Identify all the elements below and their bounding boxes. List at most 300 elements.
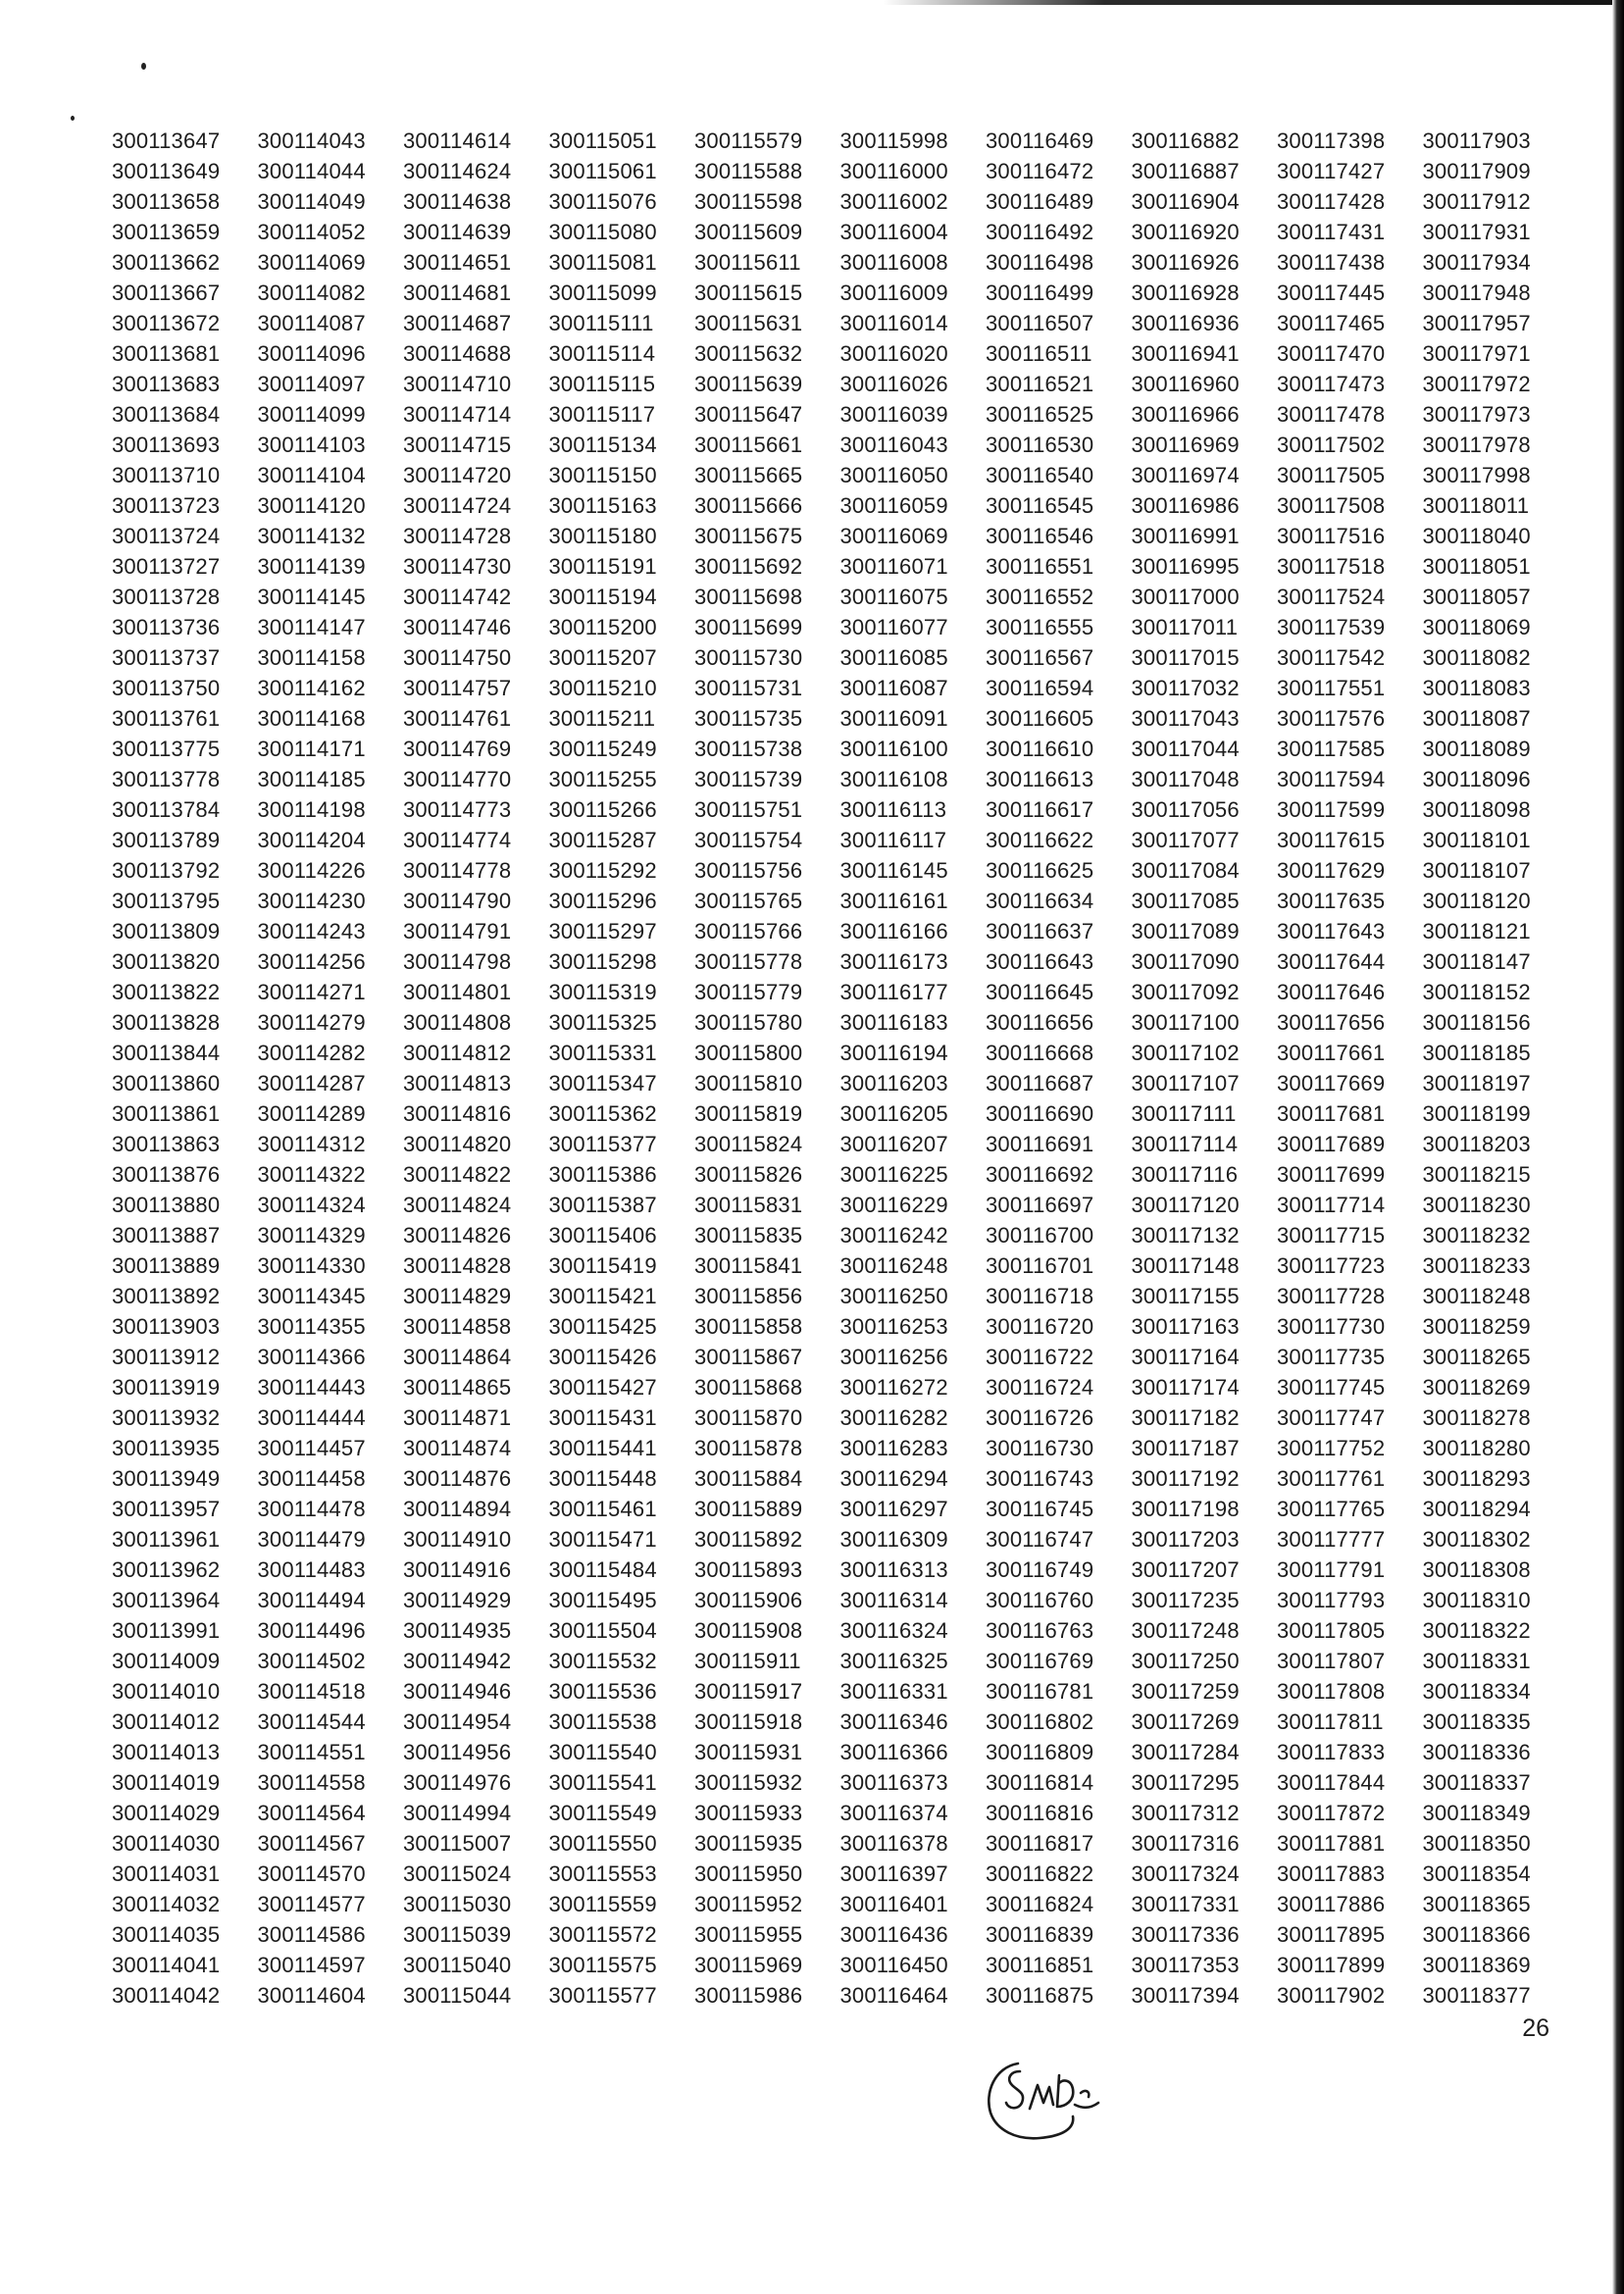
id-number-cell: 300118040 [1422,524,1531,548]
id-number-cell: 300114687 [403,311,512,335]
id-number-cell: 300116625 [986,858,1094,883]
id-number-cell: 300115615 [694,280,803,305]
id-number-cell: 300117881 [1277,1831,1386,1856]
id-number-cell: 300117336 [1131,1922,1240,1947]
id-number-cell: 300116039 [839,402,948,427]
id-number-cell: 300117077 [1131,828,1240,852]
id-number-cell: 300114104 [257,463,366,487]
id-number-cell: 300116634 [986,889,1094,913]
id-number-cell: 300114778 [403,858,512,883]
id-number-cell: 300116087 [839,676,948,700]
id-number-cell: 300118269 [1422,1375,1531,1400]
id-number-cell: 300116313 [839,1557,948,1582]
id-number-cell: 300116498 [986,250,1094,275]
id-number-cell: 300114031 [112,1861,221,1886]
id-number-cell: 300116173 [839,949,948,974]
id-number-cell: 300116472 [986,159,1094,183]
id-number-cell: 300114012 [112,1709,221,1734]
id-number-cell: 300115661 [694,433,803,457]
id-number-cell: 300115588 [694,159,803,183]
id-number-cell: 300116100 [839,737,948,761]
id-number-cell: 300113649 [112,159,221,183]
id-number-cell: 300113761 [112,706,221,731]
id-number-cell: 300115099 [548,280,657,305]
id-number-cell: 300114518 [257,1679,366,1704]
id-number-cell: 300117844 [1277,1770,1386,1795]
id-number-cell: 300115484 [548,1557,657,1582]
id-number-cell: 300116397 [839,1861,948,1886]
id-number-cell: 300116617 [986,797,1094,822]
id-number-cell: 300116203 [839,1071,948,1096]
id-number-cell: 300117048 [1131,767,1240,791]
id-number-cell: 300117903 [1422,128,1531,153]
id-number-cell: 300117689 [1277,1132,1386,1156]
id-number-cell: 300115756 [694,858,803,883]
id-number-cell: 300116552 [986,585,1094,609]
id-number-cell: 300116995 [1131,554,1240,579]
id-number-cell: 300116091 [839,706,948,731]
id-number-cell: 300116014 [839,311,948,335]
id-number-cell: 300113919 [112,1375,221,1400]
id-number-cell: 300117164 [1131,1345,1240,1369]
id-number-cell: 300115952 [694,1892,803,1916]
id-number-cell: 300114715 [403,433,512,457]
id-number-cell: 300118248 [1422,1284,1531,1308]
id-number-cell: 300114444 [257,1405,366,1430]
id-number-cell: 300116724 [986,1375,1094,1400]
id-number-cell: 300114829 [403,1284,512,1308]
id-number-cell: 300114041 [112,1953,221,1977]
id-number-cell: 300114032 [112,1892,221,1916]
id-number-cell: 300116401 [839,1892,948,1916]
scan-edge-right [1612,0,1624,2294]
id-number-cell: 300117576 [1277,706,1386,731]
id-number-cell: 300115908 [694,1618,803,1643]
id-number-cell: 300116720 [986,1314,1094,1339]
id-number-cell: 300114769 [403,737,512,761]
id-number-cell: 300115639 [694,372,803,396]
id-number-cell: 300117114 [1131,1132,1239,1156]
id-number-cell: 300115550 [548,1831,657,1856]
id-number-cell: 300118147 [1422,949,1531,974]
id-number-cell: 300118120 [1422,889,1531,913]
id-number-cell: 300117084 [1131,858,1240,883]
id-number-cell: 300116920 [1131,220,1240,244]
id-number-cell: 300113693 [112,433,221,457]
id-number-cell: 300115738 [694,737,803,761]
id-number-cell: 300118203 [1422,1132,1531,1156]
id-number-cell: 300113681 [112,341,221,366]
id-number-cell: 300117777 [1277,1527,1386,1552]
id-number-cell: 300116521 [986,372,1094,396]
id-number-cell: 300117833 [1277,1740,1386,1764]
id-number-cell: 300117090 [1131,949,1240,974]
id-number-cell: 300116875 [986,1983,1094,2008]
id-number-cell: 300115731 [694,676,803,700]
id-number-cell: 300114954 [403,1709,512,1734]
id-number-cell: 300115061 [548,159,657,183]
id-number-cell: 300115698 [694,585,803,609]
id-number-cell: 300117656 [1277,1010,1386,1035]
id-number-cell: 300115207 [548,645,657,670]
id-number-cell: 300115114 [548,341,656,366]
id-number-cell: 300117353 [1131,1953,1240,1977]
id-number-cell: 300118185 [1422,1041,1531,1065]
id-number-cell: 300114813 [403,1071,512,1096]
id-number-cell: 300117791 [1277,1557,1386,1582]
id-number-cell: 300117324 [1131,1861,1240,1886]
id-number-cell: 300116567 [986,645,1094,670]
id-number-cell: 300115540 [548,1740,657,1764]
id-number-cell: 300114009 [112,1649,221,1673]
id-number-cell: 300117250 [1131,1649,1240,1673]
id-number-cell: 300116250 [839,1284,948,1308]
id-number-cell: 300116283 [839,1436,948,1460]
id-number-cell: 300115609 [694,220,803,244]
id-number-cell: 300113784 [112,797,221,822]
id-number-cell: 300117972 [1422,372,1531,396]
id-number-cell: 300115347 [548,1071,657,1096]
id-number-cell: 300117111 [1131,1101,1237,1126]
id-number-cell: 300115426 [548,1345,657,1369]
id-number-cell: 300118011 [1422,493,1530,518]
id-number-cell: 300116309 [839,1527,948,1552]
id-number-cell: 300117248 [1131,1618,1240,1643]
id-number-cell: 300113672 [112,311,221,335]
page-number: 26 [1522,2014,1549,2042]
id-number-cell: 300115735 [694,706,803,731]
id-number-cell: 300117912 [1422,189,1531,214]
id-number-cell: 300115933 [694,1801,803,1825]
id-number-cell: 300118334 [1422,1679,1531,1704]
id-number-cell: 300113880 [112,1193,221,1217]
id-number-cell: 300117761 [1277,1466,1386,1491]
id-number-cell: 300114457 [257,1436,366,1460]
id-number-cell: 300116610 [986,737,1094,761]
id-number-cell: 300114010 [112,1679,221,1704]
id-number-cell: 300113828 [112,1010,221,1035]
id-number-cell: 300116499 [986,280,1094,305]
id-number-cell: 300118197 [1422,1071,1531,1096]
id-number-cell: 300114496 [257,1618,366,1643]
id-number-cell: 300116701 [986,1253,1094,1278]
id-number-cell: 300116043 [839,433,948,457]
id-number-cell: 300114049 [257,189,366,214]
id-number-cell: 300116802 [986,1709,1094,1734]
id-number-cell: 300117438 [1277,250,1386,275]
id-number-cell: 300113736 [112,615,221,639]
id-number-cell: 300117635 [1277,889,1386,913]
id-number-cell: 300114282 [257,1041,366,1065]
id-number-cell: 300118365 [1422,1892,1531,1916]
id-number-cell: 300117085 [1131,889,1240,913]
id-number-cell: 300115461 [548,1497,657,1521]
id-number-cell: 300118259 [1422,1314,1531,1339]
id-number-cell: 300113957 [112,1497,221,1521]
id-number-cell: 300115406 [548,1223,657,1248]
id-number-cell: 300118096 [1422,767,1531,791]
id-number-cell: 300114714 [403,402,512,427]
id-number-cell: 300113889 [112,1253,221,1278]
id-number-cell: 300116166 [839,919,948,943]
id-number-cell: 300116113 [839,797,947,822]
id-number-cell: 300113662 [112,250,221,275]
id-number-cell: 300115766 [694,919,803,943]
id-number-cell: 300117015 [1131,645,1240,670]
id-number-cell: 300116928 [1131,280,1240,305]
id-number-cell: 300116687 [986,1071,1094,1096]
id-number-cell: 300118232 [1422,1223,1531,1248]
id-number-cell: 300116966 [1131,402,1240,427]
id-number-cell: 300116722 [986,1345,1094,1369]
id-number-cell: 300118293 [1422,1466,1531,1491]
id-number-cell: 300114798 [403,949,512,974]
id-number-cell: 300113892 [112,1284,221,1308]
id-number-cell: 300117714 [1277,1193,1386,1217]
id-number-cell: 300117669 [1277,1071,1386,1096]
id-number-cell: 300116059 [839,493,948,518]
id-number-cell: 300115579 [694,128,803,153]
id-number-cell: 300114916 [403,1557,512,1582]
id-number-cell: 300117331 [1131,1892,1240,1916]
id-number-cell: 300117132 [1131,1223,1240,1248]
id-number-cell: 300117470 [1277,341,1386,366]
id-number-cell: 300114345 [257,1284,366,1308]
id-number-cell: 300115810 [694,1071,803,1096]
id-number-cell: 300117948 [1422,280,1531,305]
id-number-cell: 300115425 [548,1314,657,1339]
id-number-cell: 300117428 [1277,189,1386,214]
id-number-cell: 300114551 [257,1740,366,1764]
id-number-cell: 300116229 [839,1193,948,1217]
id-number-cell: 300113809 [112,919,221,943]
id-number-cell: 300116839 [986,1922,1094,1947]
id-number-cell: 300117312 [1131,1801,1240,1825]
id-number-cell: 300115835 [694,1223,803,1248]
id-number-cell: 300117207 [1131,1557,1240,1582]
id-number-cell: 300115549 [548,1801,657,1825]
id-number-cell: 300118349 [1422,1801,1531,1825]
id-number-cell: 300114355 [257,1314,366,1339]
id-number-cell: 300115495 [548,1588,657,1612]
id-number-cell: 300114097 [257,372,366,396]
id-number-cell: 300118294 [1422,1497,1531,1521]
id-number-cell: 300113795 [112,889,221,913]
id-number-cell: 300116960 [1131,372,1240,396]
id-number-cell: 300116851 [986,1953,1094,1977]
id-number-cell: 300115200 [548,615,657,639]
id-number-cell: 300115858 [694,1314,803,1339]
id-number-cell: 300114826 [403,1223,512,1248]
id-number-cell: 300114564 [257,1801,366,1825]
id-number-cell: 300115911 [694,1649,801,1673]
id-number-cell: 300114720 [403,463,512,487]
id-number-cell: 300116637 [986,919,1094,943]
id-number-cell: 300114162 [257,676,366,700]
id-number-cell: 300115647 [694,402,803,427]
id-number-cell: 300117978 [1422,433,1531,457]
id-number-cell: 300113710 [112,463,221,487]
id-number-cell: 300116605 [986,706,1094,731]
id-number-cell: 300114479 [257,1527,366,1552]
id-number-cell: 300114230 [257,889,366,913]
id-number-cell: 300117516 [1277,524,1386,548]
id-number-cell: 300114103 [257,433,366,457]
id-number-cell: 300114864 [403,1345,512,1369]
id-number-cell: 300115255 [548,767,657,791]
id-number-cell: 300118336 [1422,1740,1531,1764]
id-number-cell: 300118098 [1422,797,1531,822]
id-number-cell: 300116763 [986,1618,1094,1643]
id-number-cell: 300115287 [548,828,657,852]
id-number-cell: 300116745 [986,1497,1094,1521]
id-number-cell: 300114478 [257,1497,366,1521]
id-number-cell: 300115892 [694,1527,803,1552]
id-number-cell: 300116904 [1131,189,1240,214]
id-number-cell: 300117431 [1277,220,1386,244]
id-number-cell: 300115631 [694,311,803,335]
id-number-cell: 300114808 [403,1010,512,1035]
id-number-cell: 300115751 [694,797,803,822]
id-number-cell: 300116272 [839,1375,948,1400]
id-number-cell: 300114791 [403,919,512,943]
id-number-cell: 300115431 [548,1405,657,1430]
id-number-cell: 300117934 [1422,250,1531,275]
id-number-cell: 300117899 [1277,1953,1386,1977]
id-number-cell: 300117957 [1422,311,1531,335]
id-number-cell: 300118337 [1422,1770,1531,1795]
id-number-cell: 300115754 [694,828,803,852]
id-number-cell: 300114279 [257,1010,366,1035]
id-number-cell: 300115917 [694,1679,803,1704]
id-number-cell: 300114198 [257,797,366,822]
id-number-cell: 300115577 [548,1983,657,2008]
id-number-cell: 300115575 [548,1953,657,1977]
id-number-cell: 300115427 [548,1375,657,1400]
id-number-cell: 300114822 [403,1162,512,1187]
id-number-cell: 300115611 [694,250,801,275]
id-number-cell: 300118280 [1422,1436,1531,1460]
id-number-cell: 300114042 [112,1983,221,2008]
id-number-cell: 300116009 [839,280,948,305]
id-number-cell: 300117902 [1277,1983,1386,2008]
id-number-cell: 300115906 [694,1588,803,1612]
id-number-cell: 300118265 [1422,1345,1531,1369]
id-number-cell: 300117872 [1277,1801,1386,1825]
id-number-cell: 300115779 [694,980,803,1004]
id-number-cell: 300118051 [1422,554,1531,579]
id-number-cell: 300117148 [1131,1253,1240,1278]
id-number-cell: 300114030 [112,1831,221,1856]
id-number-cell: 300114651 [403,250,512,275]
id-number-cell: 300115800 [694,1041,803,1065]
id-number-cell: 300116000 [839,159,948,183]
id-number-cell: 300114750 [403,645,512,670]
id-number-cell: 300114946 [403,1679,512,1704]
id-number-cell: 300114544 [257,1709,366,1734]
id-number-cell: 300114330 [257,1253,366,1278]
id-number-cell: 300116545 [986,493,1094,518]
id-number-cell: 300116974 [1131,463,1240,487]
id-number-cell: 300114483 [257,1557,366,1582]
id-number-cell: 300118152 [1422,980,1531,1004]
id-number-cell: 300118199 [1422,1101,1531,1126]
id-number-cell: 300115134 [548,433,657,457]
id-number-cell: 300115572 [548,1922,657,1947]
id-number-cell: 300117000 [1131,585,1240,609]
id-number-cell: 300117539 [1277,615,1386,639]
id-number-cell: 300117445 [1277,280,1386,305]
id-number-cell: 300114570 [257,1861,366,1886]
id-number-cell: 300117629 [1277,858,1386,883]
id-number-cell: 300116020 [839,341,948,366]
id-number-cell: 300117599 [1277,797,1386,822]
id-number-cell: 300117998 [1422,463,1531,487]
id-number-cell: 300115692 [694,554,803,579]
id-number-cell: 300118354 [1422,1861,1531,1886]
id-number-cell: 300116692 [986,1162,1094,1187]
id-number-cell: 300114013 [112,1740,221,1764]
id-number-cell: 300115163 [548,493,657,518]
id-number-cell: 300117427 [1277,159,1386,183]
id-number-cell: 300113822 [112,980,221,1004]
id-number-cell: 300117793 [1277,1588,1386,1612]
id-number-cell: 300115632 [694,341,803,366]
id-number-cell: 300114688 [403,341,512,366]
id-number-cell: 300117715 [1277,1223,1386,1248]
id-number-cell: 300116469 [986,128,1094,153]
id-number-cell: 300116294 [839,1466,948,1491]
id-number-cell: 300117044 [1131,737,1240,761]
id-number-cell: 300115870 [694,1405,803,1430]
id-number-cell: 300117102 [1131,1041,1240,1065]
id-number-cell: 300117747 [1277,1405,1386,1430]
id-number-cell: 300117805 [1277,1618,1386,1643]
id-number-cell: 300114043 [257,128,366,153]
id-number-cell: 300113912 [112,1345,221,1369]
id-number-cell: 300115030 [403,1892,512,1916]
id-number-cell: 300114624 [403,159,512,183]
id-number-cell: 300114494 [257,1588,366,1612]
id-number-cell: 300115007 [403,1831,512,1856]
id-number-cell: 300113775 [112,737,221,761]
id-number-cell: 300118335 [1422,1709,1531,1734]
id-number-cell: 300114774 [403,828,512,852]
id-number-cell: 300118302 [1422,1527,1531,1552]
id-number-cell: 300116085 [839,645,948,670]
id-number-cell: 300113863 [112,1132,221,1156]
id-number-cell: 300117661 [1277,1041,1386,1065]
id-number-cell: 300117295 [1131,1770,1240,1795]
id-number-cell: 300116366 [839,1740,948,1764]
id-number-cell: 300115856 [694,1284,803,1308]
id-number-cell: 300117089 [1131,919,1240,943]
id-number-cell: 300114096 [257,341,366,366]
id-number-cell: 300117646 [1277,980,1386,1004]
id-number-cell: 300117394 [1131,1983,1240,2008]
id-number-cell: 300113727 [112,554,221,579]
id-number-cell: 300113778 [112,767,221,791]
id-number-cell: 300116346 [839,1709,948,1734]
id-number-cell: 300116077 [839,615,948,639]
id-number-cell: 300116760 [986,1588,1094,1612]
id-number-cell: 300114044 [257,159,366,183]
id-number-cell: 300117808 [1277,1679,1386,1704]
id-number-cell: 300116436 [839,1922,948,1947]
id-number-cell: 300113723 [112,493,221,518]
id-number-cell: 300113659 [112,220,221,244]
id-number-cell: 300116378 [839,1831,948,1856]
